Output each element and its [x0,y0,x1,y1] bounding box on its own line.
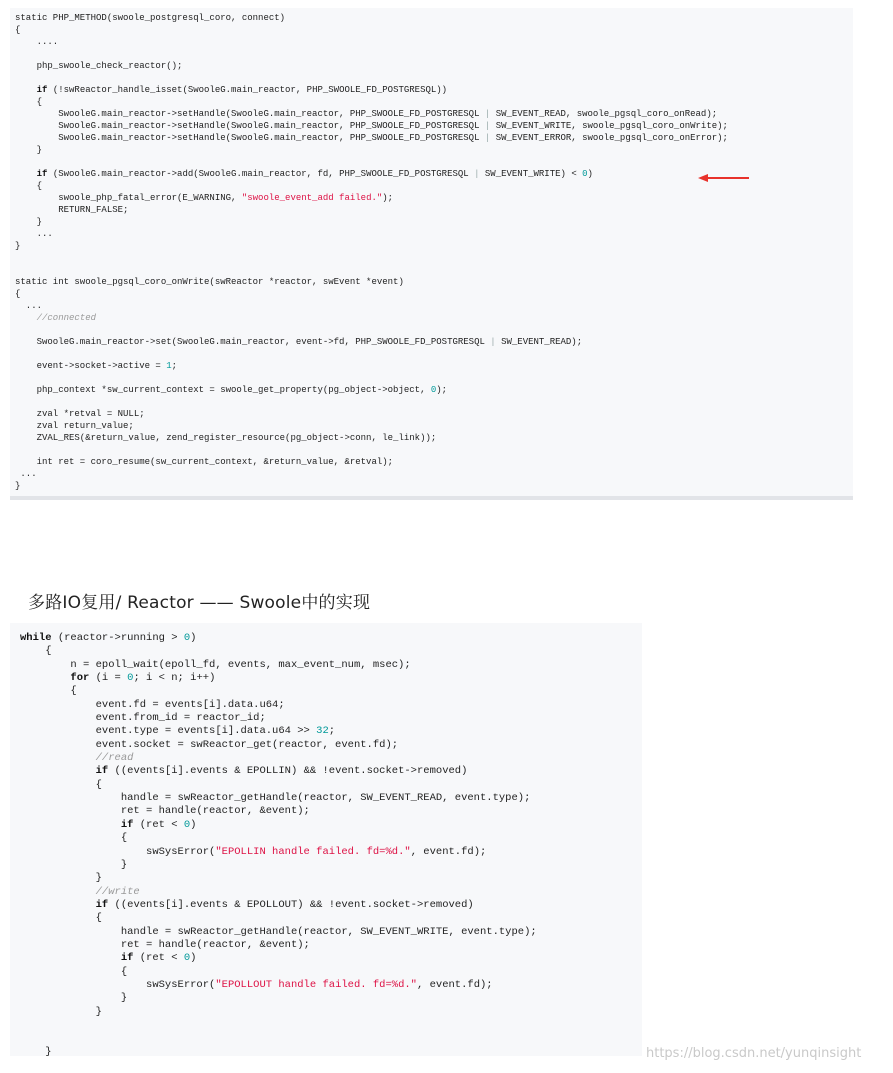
code-line: swSysError("EPOLLOUT handle failed. fd=%d.", event.fd); [20,978,493,991]
code-line: if (ret < 0) [120,818,197,831]
code-line: } [20,872,102,885]
code-line: zval *retval = NULL; [15,409,145,419]
code-line: ... [15,301,43,311]
code-line: SwooleG.main_reactor->setHandle(SwooleG.main_reactor, PHP_SWOOLE_FD_POSTGRESQL | SW_EVENT_READ, swoole_pgsql_coro_onRead); [15,109,718,119]
code-line: ret = handle(reactor, &event); [20,805,310,818]
code-line: } [20,1045,52,1058]
code-line: if (!swReactor_handle_isset(SwooleG.main_reactor, PHP_SWOOLE_FD_POSTGRESQL)) [36,85,448,95]
code-line: //write [95,885,140,898]
code-line: if ((events[i].events & EPOLLIN) && !event.socket->removed) [95,765,468,778]
code-line: { [20,965,128,978]
code-line: { [20,832,128,845]
code-block-postgresql [10,8,853,500]
code-line: if (SwooleG.main_reactor->add(SwooleG.main_reactor, fd, PHP_SWOOLE_FD_POSTGRESQL | SW_EVENT_WRITE) < 0) [36,169,593,179]
code-line: { [15,97,43,107]
watermark-text: https://blog.csdn.net/yunqinsight [646,1046,862,1061]
code-line: } [15,241,21,251]
red-arrow-icon [698,173,750,183]
code-line: } [15,145,43,155]
code-line: { [20,685,77,698]
code-line: ret = handle(reactor, &event); [20,938,310,951]
code-line: int ret = coro_resume(sw_current_context, &return_value, &retval); [15,457,394,467]
code-line: swoole_php_fatal_error(E_WARNING, "swoole_event_add failed."); [15,193,394,203]
code-line: //read [95,752,134,765]
code-line: static int swoole_pgsql_coro_onWrite(swReactor *reactor, swEvent *event) [15,277,404,287]
code-line: { [15,289,21,299]
section-heading: 多路IO复用/ Reactor —— Swoole中的实现 [28,593,371,613]
code-line: zval return_value; [15,421,134,431]
code-line: event.from_id = reactor_id; [20,712,266,725]
code-line: n = epoll_wait(epoll_fd, events, max_event_num, msec); [20,658,411,671]
code-line: if (ret < 0) [120,952,197,965]
code-line: ... [15,229,53,239]
code-line: } [20,992,128,1005]
code-line: event.fd = events[i].data.u64; [20,698,285,711]
code-line: SwooleG.main_reactor->set(SwooleG.main_reactor, event->fd, PHP_SWOOLE_FD_POSTGRESQL | SW_EVENT_READ); [15,337,583,347]
code-line: //connected [36,313,97,323]
code-line: php_swoole_check_reactor(); [15,61,183,71]
code-listing-postgresql [15,12,728,492]
code-line: SwooleG.main_reactor->setHandle(SwooleG.main_reactor, PHP_SWOOLE_FD_POSTGRESQL | SW_EVENT_WRITE, swoole_pgsql_coro_onWrite); [15,121,728,131]
code-line: { [20,912,102,925]
code-line: { [15,181,43,191]
code-line: if ((events[i].events & EPOLLOUT) && !event.socket->removed) [95,898,474,911]
code-line: php_context *sw_current_context = swoole_get_property(pg_object->object, 0); [15,385,448,395]
code-line: SwooleG.main_reactor->setHandle(SwooleG.main_reactor, PHP_SWOOLE_FD_POSTGRESQL | SW_EVENT_ERROR, swoole_pgsql_coro_onError); [15,133,728,143]
code-line: RETURN_FALSE; [15,205,129,215]
code-block-reactor [10,623,642,1056]
code-line: swSysError("EPOLLIN handle failed. fd=%d.", event.fd); [20,845,487,858]
code-line: { [20,645,52,658]
code-line: } [20,858,128,871]
code-line: while (reactor->running > 0) [20,632,197,644]
code-line: for (i = 0; i < n; i++) [70,672,216,685]
code-line: { [20,778,102,791]
code-line: event.type = events[i].data.u64 >> 32; [20,725,336,738]
code-line: { [15,25,21,35]
code-line: } [15,217,43,227]
code-line: ZVAL_RES(&return_value, zend_register_resource(pg_object->conn, le_link)); [15,433,437,443]
code-line: handle = swReactor_getHandle(reactor, SW_EVENT_WRITE, event.type); [20,925,537,938]
code-line: .... [15,37,59,47]
code-listing-reactor [20,632,537,1059]
code-line: ... [15,469,37,479]
code-line: static PHP_METHOD(swoole_postgresql_coro, connect) [15,13,286,23]
code-line: event.socket = swReactor_get(reactor, event.fd); [20,738,399,751]
code-line: } [20,1005,102,1018]
code-line: handle = swReactor_getHandle(reactor, SW_EVENT_READ, event.type); [20,792,531,805]
code-line: event->socket->active = 1; [15,361,178,371]
code-line: } [15,481,21,491]
